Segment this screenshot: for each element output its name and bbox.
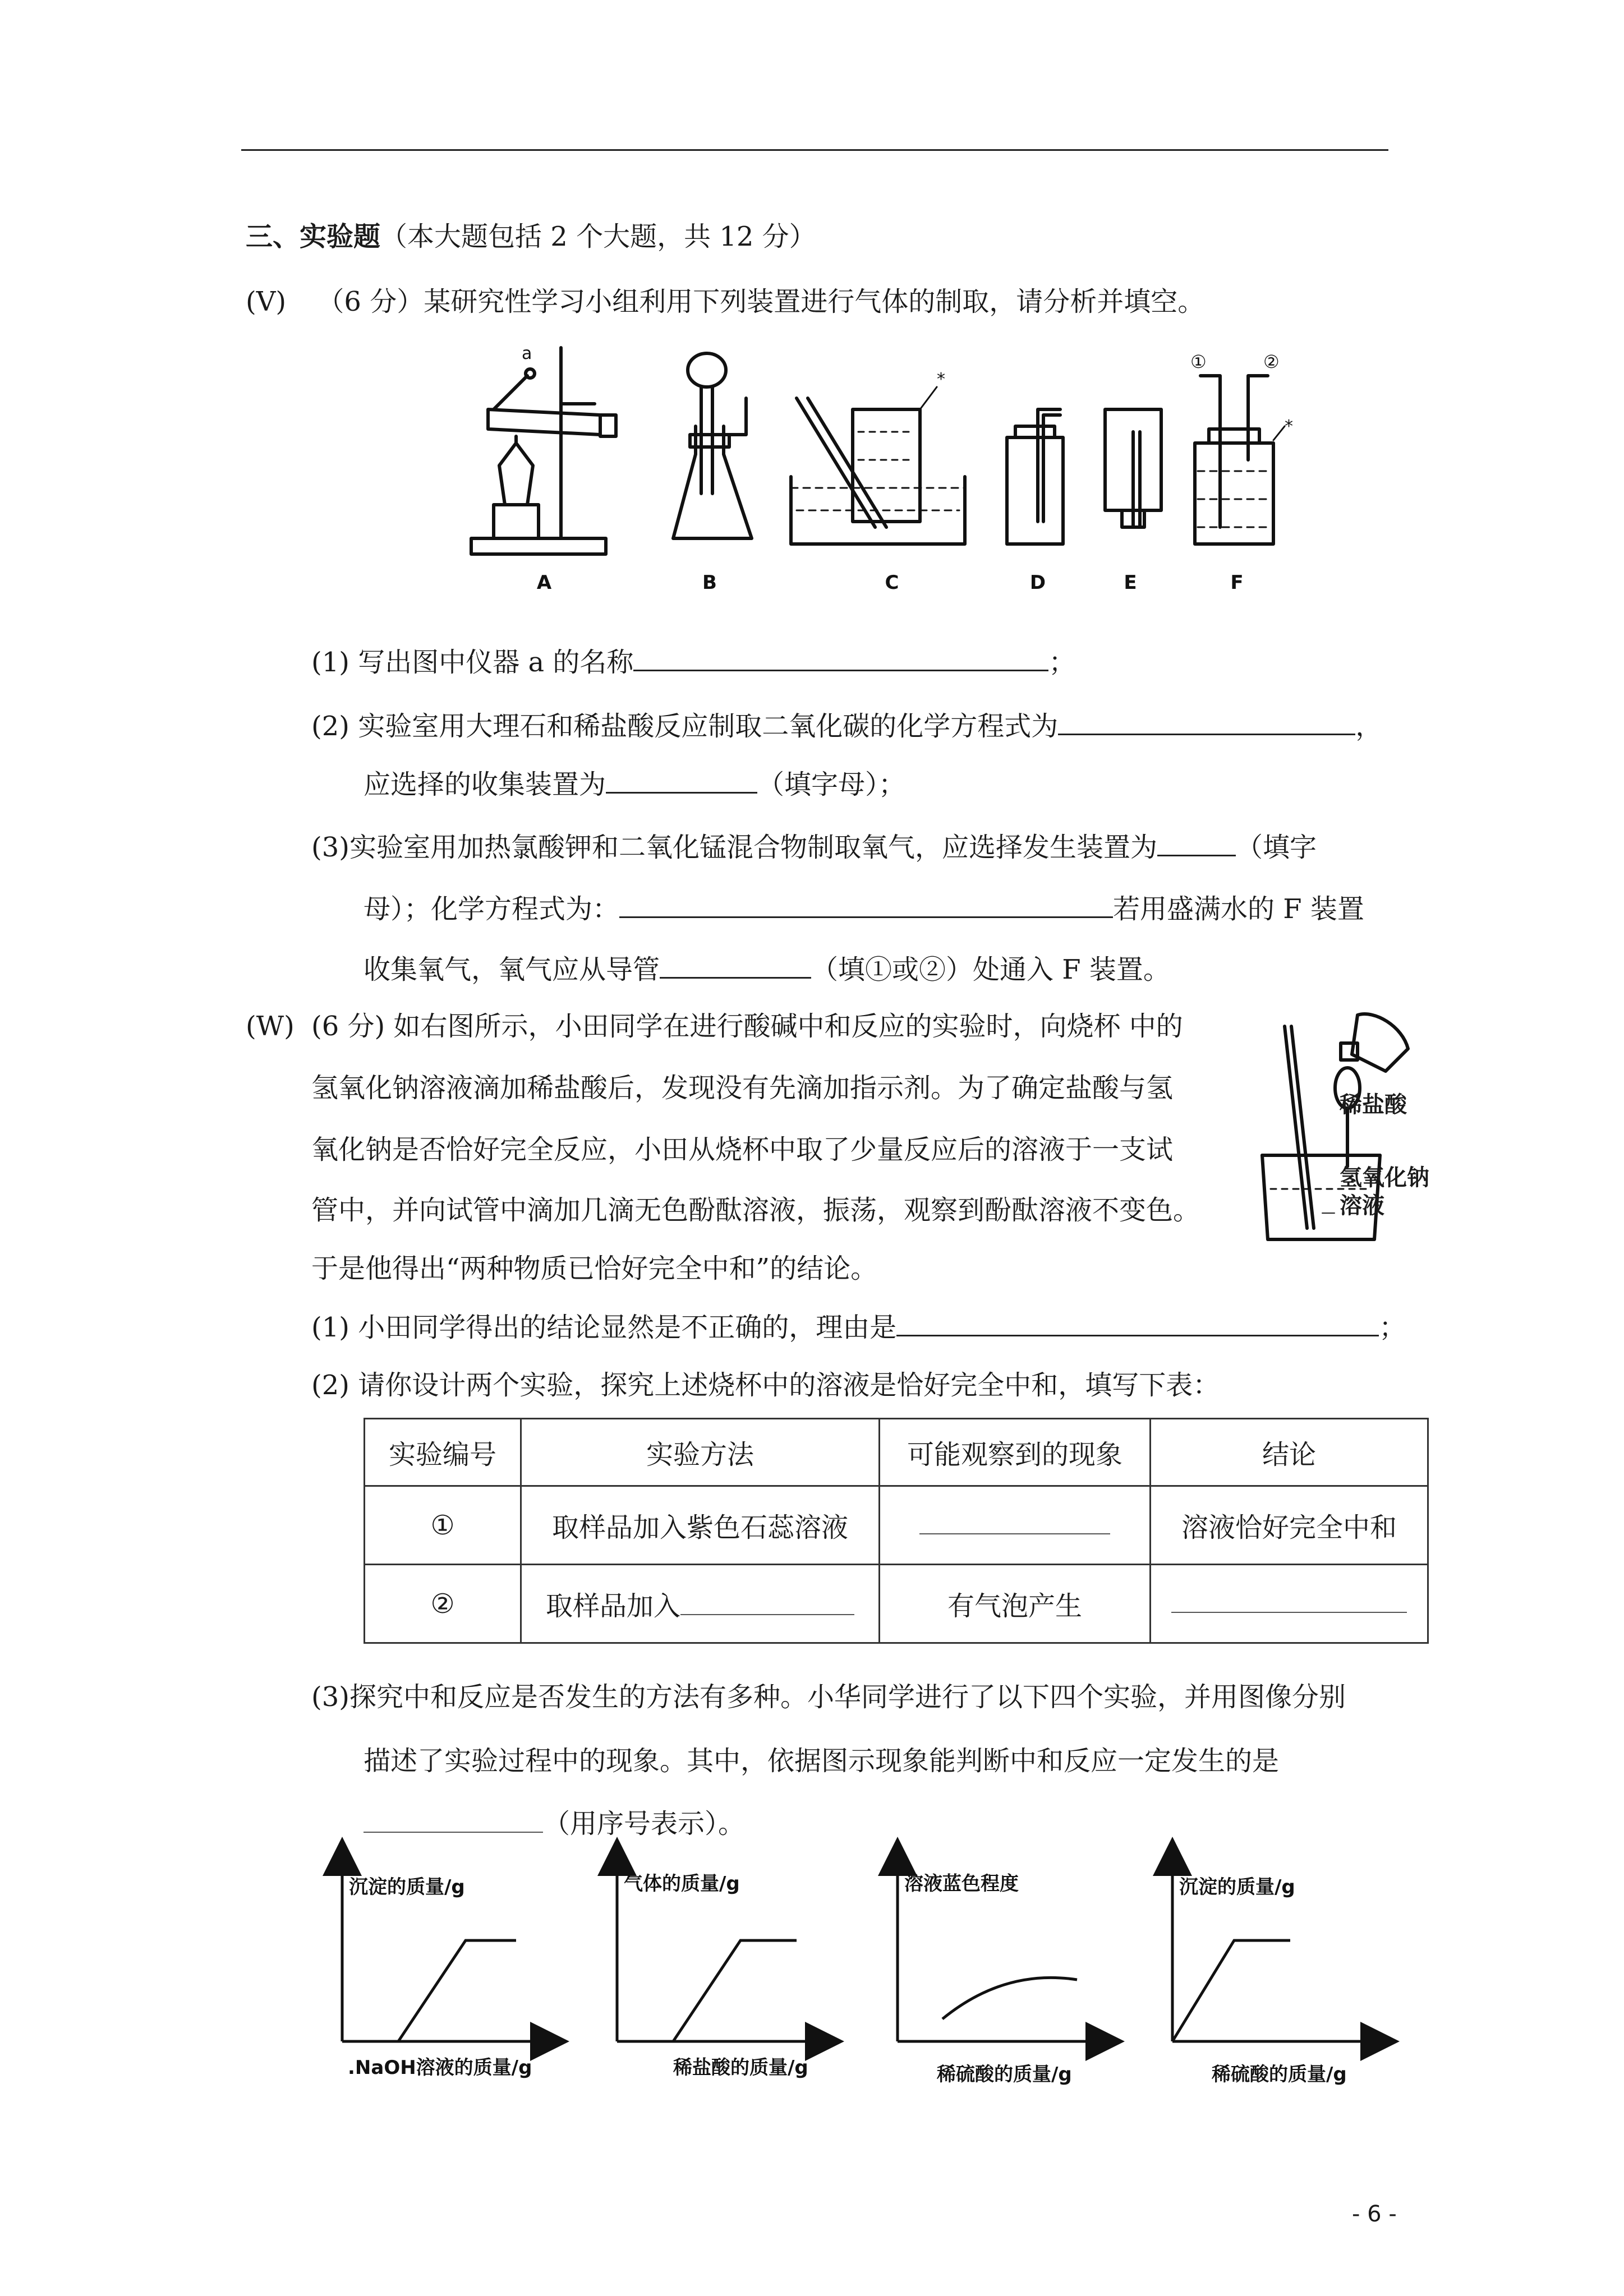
q5-part2b-end: （填字母）；: [757, 769, 906, 800]
q5-intro: （6 分）某研究性学习小组利用下列装置进行气体的制取，请分析并填空。: [317, 286, 1205, 317]
row2-method-cell: [521, 1565, 880, 1643]
q5-intro-line: [246, 285, 1204, 319]
q5-answer-blank-6[interactable]: [660, 952, 811, 979]
q5-part3-end: （填字: [1236, 832, 1317, 863]
graph2-ylabel: 气体的质量/g: [624, 1873, 740, 1895]
section-heading: [246, 220, 816, 253]
hcl-label: 稀盐酸: [1340, 1092, 1407, 1118]
label-f: F: [1230, 571, 1244, 594]
apparatus-a-drawing: [471, 348, 616, 554]
graph2-xlabel: 稀盐酸的质量/g: [673, 2057, 808, 2079]
q5-part3b-text: 母）；化学方程式为：: [364, 893, 620, 925]
label-a: A: [536, 571, 552, 594]
label-b: B: [702, 571, 717, 594]
apparatus-figure: [460, 336, 1293, 600]
q6-part3c-end: （用序号表示）。: [543, 1808, 746, 1839]
q5-part3c-end: （填①或②）处通入 F 装置。: [811, 954, 1170, 985]
row1-phenomenon-cell: [880, 1486, 1151, 1565]
naoh-label-2: 溶液: [1340, 1193, 1384, 1219]
graph1-ylabel: 沉淀的质量/g: [349, 1876, 465, 1898]
header-method: 实验方法: [521, 1419, 880, 1486]
q5-answer-blank-2[interactable]: [1058, 709, 1355, 735]
naoh-label-1: 氢氧化钠: [1340, 1165, 1429, 1191]
q6-part1-text: (1) 小田同学得出的结论显然是不正确的，理由是: [311, 1312, 897, 1343]
q5-part3-text: (3)实验室用加热氯酸钾和二氧化锰混合物制取氧气，应选择发生装置为: [311, 832, 1157, 863]
q5-number: (V): [246, 286, 287, 317]
q5-part2b-text: 应选择的收集装置为: [364, 769, 606, 800]
q5-answer-blank-5[interactable]: [619, 892, 1113, 918]
table-row: [365, 1565, 1428, 1643]
apparatus-b-drawing: [673, 353, 752, 538]
graphs-figure: [314, 1839, 1414, 2097]
graph3-ylabel: 溶液蓝色程度: [904, 1873, 1019, 1895]
experiment-table: [364, 1418, 1429, 1644]
table-row: [365, 1486, 1428, 1565]
row2-conclusion-blank[interactable]: [1171, 1589, 1407, 1613]
q6-line-4: 管中，并向试管中滴加几滴无色酚酞溶液，振荡，观察到酚酞溶液不变色。: [311, 1195, 1200, 1226]
q6-part3: (3)探究中和反应是否发生的方法有多种。小华同学进行了以下四个实验，并用图像分别: [311, 1681, 1346, 1713]
q5-part3b: [364, 892, 1364, 926]
row1-conclusion: 溶液恰好完全中和: [1151, 1486, 1428, 1565]
row2-id: ②: [365, 1565, 521, 1643]
apparatus-e-drawing: [1105, 409, 1161, 527]
q6-part3c: [364, 1807, 745, 1841]
label-e: E: [1124, 571, 1137, 594]
q6-part1-end: ；: [1379, 1312, 1406, 1343]
table-header-row: [365, 1419, 1428, 1486]
tube-mark-1: ①: [1190, 351, 1207, 372]
q6-line-5: 于是他得出“两种物质已恰好完全中和”的结论。: [311, 1253, 878, 1284]
row2-conclusion-cell: [1151, 1565, 1428, 1643]
graph4-ylabel: 沉淀的质量/g: [1179, 1876, 1295, 1898]
q5-part3b-end: 若用盛满水的 F 装置: [1113, 893, 1364, 925]
q5-part3c-text: 收集氧气，氧气应从导管: [364, 954, 660, 985]
section-title: 三、实验题: [246, 221, 381, 252]
q6-line-3: 氧化钠是否恰好完全反应，小田从烧杯中取了少量反应后的溶液于一支试: [311, 1134, 1174, 1165]
tube-mark-2: ②: [1263, 351, 1280, 372]
apparatus-c-star: *: [937, 370, 945, 389]
beaker-figure: [1223, 1004, 1436, 1251]
q6-number: (W): [246, 1011, 295, 1042]
graph3-xlabel: 稀硫酸的质量/g: [937, 2063, 1072, 2086]
row2-phenomenon: 有气泡产生: [880, 1565, 1151, 1643]
q5-part2b: [364, 767, 905, 801]
q6-part3b: 描述了实验过程中的现象。其中，依据图示现象能判断中和反应一定发生的是: [364, 1745, 1280, 1777]
q5-part3c: [364, 952, 1170, 986]
header-id: 实验编号: [365, 1419, 521, 1486]
apparatus-f-drawing: [1195, 376, 1285, 544]
q5-part1-text: (1) 写出图中仪器 a 的名称: [311, 647, 634, 678]
apparatus-d-drawing: [1007, 409, 1063, 544]
q6-line-2: 氢氧化钠溶液滴加稀盐酸后，发现没有先滴加指示剂。为了确定盐酸与氢: [311, 1072, 1174, 1104]
q6-part1: [311, 1310, 1406, 1344]
q5-part1-end: ；: [1048, 647, 1076, 678]
svg-text:—: —: [1321, 1204, 1336, 1221]
row2-method-blank[interactable]: [680, 1592, 854, 1615]
graph1-xlabel: .NaOH溶液的质量/g: [348, 2057, 532, 2079]
page-number: - 6 -: [1352, 2201, 1397, 2227]
q5-part3: [311, 830, 1317, 864]
row2-method: 取样品加入: [545, 1590, 680, 1622]
q6-answer-blank-1[interactable]: [896, 1310, 1379, 1336]
q6-part2: (2) 请你设计两个实验，探究上述烧杯中的溶液是恰好完全中和，填写下表：: [311, 1370, 1220, 1401]
apparatus-a-mark: a: [522, 344, 532, 363]
section-note: （本大题包括 2 个大题，共 12 分）: [380, 221, 816, 252]
q5-answer-blank-1[interactable]: [633, 645, 1048, 671]
row1-method: 取样品加入紫色石蕊溶液: [521, 1486, 880, 1565]
label-d: D: [1029, 571, 1046, 594]
header-rule: [241, 149, 1388, 151]
graph4-xlabel: 稀硫酸的质量/g: [1212, 2063, 1347, 2086]
header-conclusion: 结论: [1151, 1419, 1428, 1486]
q6-line-1: (6 分) 如右图所示，小田同学在进行酸碱中和反应的实验时，向烧杯 中的: [311, 1011, 1183, 1042]
q5-part1: [311, 645, 1075, 679]
q5-answer-blank-4[interactable]: [1157, 830, 1236, 856]
q5-part2-text: (2) 实验室用大理石和稀盐酸反应制取二氧化碳的化学方程式为: [311, 711, 1059, 742]
label-c: C: [885, 571, 899, 594]
apparatus-c-drawing: [791, 387, 965, 544]
header-phenomenon: 可能观察到的现象: [880, 1419, 1151, 1486]
apparatus-f-star: *: [1285, 417, 1293, 436]
row1-phenomenon-blank[interactable]: [919, 1511, 1110, 1534]
q6-answer-blank-3[interactable]: [364, 1809, 543, 1833]
q5-part2-end: ，: [1355, 711, 1383, 742]
q5-part2: [311, 709, 1382, 743]
q5-answer-blank-3[interactable]: [606, 767, 757, 794]
row1-id: ①: [365, 1486, 521, 1565]
